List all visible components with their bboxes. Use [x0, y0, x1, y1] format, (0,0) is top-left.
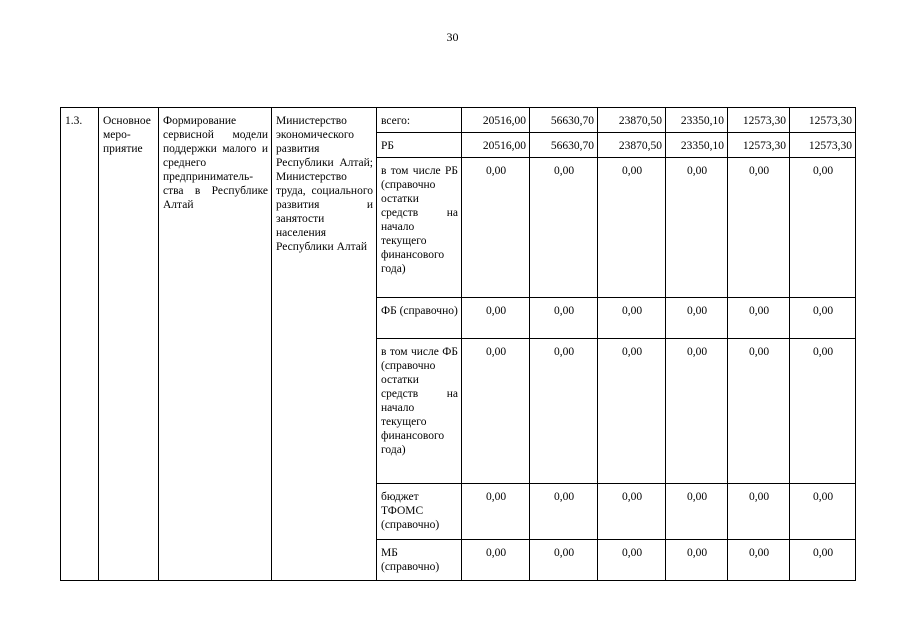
value-cell: 0,00 — [598, 540, 666, 581]
value-cell: 0,00 — [790, 484, 856, 540]
table-row — [61, 108, 856, 133]
budget-label: РБ — [381, 140, 394, 152]
budget-label: бюджет ТФОМС (справочно) — [381, 491, 440, 531]
value-cell: 0,00 — [462, 540, 530, 581]
value-cell: 12573,30 — [728, 108, 790, 133]
value-cell: 0,00 — [666, 484, 728, 540]
value-cell: 0,00 — [790, 339, 856, 484]
row-number-cell — [61, 108, 99, 581]
value-cell: 0,00 — [790, 540, 856, 581]
page-number: 30 — [446, 30, 459, 44]
value-cell: 0,00 — [598, 298, 666, 339]
budget-label-cell — [377, 484, 462, 540]
value-cell: 0,00 — [598, 339, 666, 484]
event-name-cell — [159, 108, 272, 581]
event-type-cell — [99, 108, 159, 581]
value-cell: 0,00 — [728, 484, 790, 540]
value-cell: 0,00 — [728, 540, 790, 581]
budget-label: в том числе РБ (справочно остатки средств на начало текущего финансового года) — [381, 165, 458, 275]
value-cell: 23350,10 — [666, 108, 728, 133]
value-cell: 12573,30 — [790, 133, 856, 158]
budget-label-cell — [377, 133, 462, 158]
budget-label-cell — [377, 298, 462, 339]
program-budget-table — [60, 107, 856, 581]
value-cell: 0,00 — [598, 158, 666, 298]
value-cell: 0,00 — [728, 339, 790, 484]
budget-label-cell — [377, 339, 462, 484]
budget-label: ФБ (справочно) — [381, 305, 458, 317]
event-name: Формирование сервисной модели поддержки малого и среднего предприниматель-ства в Республике Алтай — [163, 115, 268, 211]
value-cell: 0,00 — [728, 158, 790, 298]
budget-label: всего: — [381, 115, 411, 127]
value-cell: 0,00 — [598, 484, 666, 540]
value-cell: 0,00 — [462, 484, 530, 540]
budget-label-cell — [377, 158, 462, 298]
value-cell: 23350,10 — [666, 133, 728, 158]
value-cell: 23870,50 — [598, 133, 666, 158]
value-cell: 12573,30 — [790, 108, 856, 133]
event-type: Основное меро-приятие — [103, 115, 151, 155]
value-cell: 0,00 — [790, 158, 856, 298]
value-cell: 0,00 — [666, 540, 728, 581]
value-cell: 0,00 — [666, 339, 728, 484]
budget-label: в том числе ФБ (справочно остатки средств на начало текущего финансового года) — [381, 346, 458, 456]
executor-cell — [272, 108, 377, 581]
budget-label-cell — [377, 540, 462, 581]
value-cell: 0,00 — [530, 540, 598, 581]
value-cell: 0,00 — [462, 298, 530, 339]
value-cell: 0,00 — [790, 298, 856, 339]
value-cell: 0,00 — [530, 158, 598, 298]
value-cell: 12573,30 — [728, 133, 790, 158]
executor: Министерство экономического развития Республики Алтай; Министерство труда, социального развития и занятости населения Республики Алтай — [276, 115, 373, 253]
value-cell: 0,00 — [462, 158, 530, 298]
value-cell: 20516,00 — [462, 133, 530, 158]
value-cell: 0,00 — [666, 298, 728, 339]
budget-label: МБ (справочно) — [381, 547, 440, 573]
value-cell: 0,00 — [462, 339, 530, 484]
row-number: 1.3. — [65, 115, 83, 127]
value-cell: 0,00 — [728, 298, 790, 339]
value-cell: 0,00 — [530, 339, 598, 484]
budget-label-cell — [377, 108, 462, 133]
value-cell: 23870,50 — [598, 108, 666, 133]
value-cell: 56630,70 — [530, 133, 598, 158]
value-cell: 56630,70 — [530, 108, 598, 133]
value-cell: 0,00 — [530, 484, 598, 540]
value-cell: 20516,00 — [462, 108, 530, 133]
value-cell: 0,00 — [666, 158, 728, 298]
value-cell: 0,00 — [530, 298, 598, 339]
